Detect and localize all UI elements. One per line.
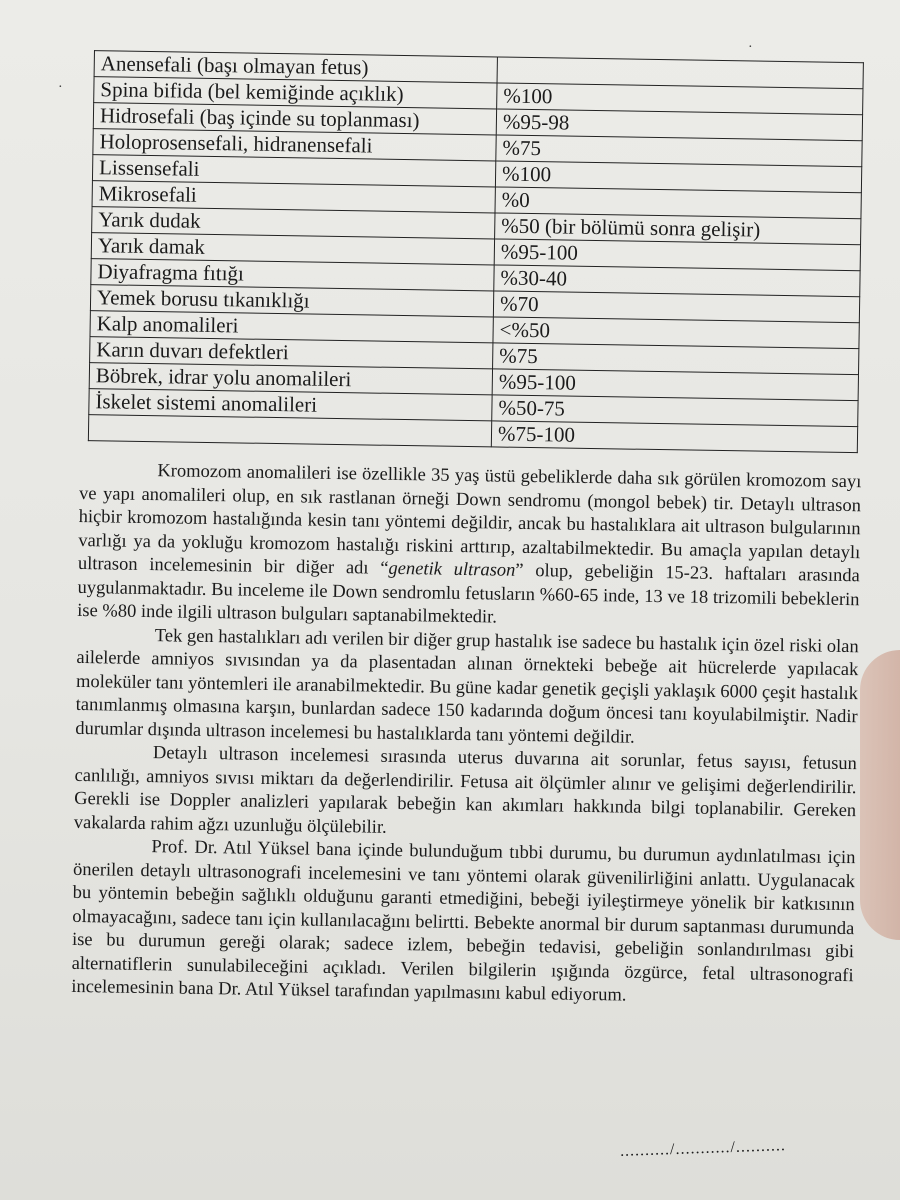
paragraph-single-gene: Tek gen hastalıkları adı verilen bir diğer grup hastalık ise sadece bu hastalık için özel riski olan ailelerde amniyos sıvısından ya da plasentadan alınan örnekteki bebeğe ait hücrelerde yapılacak moleküler tanı yöntemleri ile aranabilmektedir. Bu güne kadar genetik geçişli yaklaşık 6000 çeşit hastalık tanımlanmış olmasına karşın, bunlardan sadece 150 kadarında doğum öncesi tanı koyulabilmiştir. Nadir durumlar dışında ultrason incelemesi bu hastalıklarda tanı yöntemi değildir. [75, 625, 859, 748]
detection-rate-cell: %30-40 [494, 265, 860, 297]
paragraph-chromosome [77, 459, 861, 636]
anomaly-name-cell: Yarık damak [91, 233, 494, 265]
signature-date-line: ........../.........../.......... [619, 1137, 787, 1160]
anomaly-name-cell: Yarık dudak [92, 207, 495, 239]
body-text [71, 459, 869, 1012]
anomaly-name-cell [88, 415, 491, 447]
detection-rate-cell: %0 [495, 187, 861, 219]
detection-rate-cell: %50-75 [492, 395, 858, 427]
anomaly-name-cell: Anensefali (başı olmayan fetus) [94, 51, 497, 83]
anomaly-name-cell: Karın duvarı defektleri [90, 337, 493, 369]
anomaly-name-cell: Mikrosefali [92, 181, 495, 213]
detection-rate-cell: %95-98 [496, 109, 862, 141]
anomaly-name-cell: İskelet sistemi anomalileri [89, 389, 492, 421]
paragraph-detailed-ultrasound: Detaylı ultrason incelemesi sırasında uterus duvarına ait sorunlar, fetus sayısı, fetusun canlılığı, amniyos sıvısı miktarı da değerlendirilir. Fetusa ait ölçümler alınır ve gelişimi değerlendirilir. Gerekli ise Doppler analizleri yapılarak bebeğin kan akımları hakkında bilgi toplanabilir. Gereken vakalarda rahim ağzı uzunluğu ölçülebilir. [73, 743, 858, 838]
detection-rate-cell: %95-100 [492, 369, 858, 401]
paragraph-chromosome-text-a: Kromozom anomalileri ise özellikle 35 yaş üstü gebeliklerde daha sık görülen kromozom sayı ve yapı anomalileri olup, en sık rastlanan örneği Down sendromu (mongol bebek) tir. Detaylı ultrason hiçbir kromozom hastalığında kesin tanı yöntemi değildir, ancak bu hastalıklara ait ultrason bulgularının varlığı ya da yokluğu kromozom hastalığı riskini arttırıp, azaltabilmektedir. Bu amaçla yapılan detaylı ultrason incelemesinin bir diğer adı “ [77, 461, 862, 579]
anomaly-name-cell: Lissensefali [92, 155, 495, 187]
detection-rate-cell: %75 [496, 135, 862, 167]
anomaly-name-cell: Spina bifida (bel kemiğinde açıklık) [94, 77, 497, 109]
detection-rate-cell: %75-100 [491, 421, 857, 453]
anomaly-name-cell: Yemek borusu tıkanıklığı [90, 285, 493, 317]
hand-in-photo [860, 650, 900, 940]
detection-rate-cell: %100 [497, 83, 863, 115]
paper-speck: · [58, 80, 63, 95]
consent-form-content [71, 50, 876, 1012]
paragraph-chromosome-text-b: ” olup, gebeliğin 15-23. haftaları arasında uygulanmaktadır. Bu inceleme ile Down sendromlu fetusların %60-65 inde, 13 ve 18 trizomili bebeklerin ise %80 inde ilgili ultrason bulguları saptanabilmektedir. [77, 560, 860, 628]
detection-rate-cell: %75 [493, 343, 859, 375]
detection-rate-cell: %100 [495, 161, 861, 193]
detection-rate-cell: %50 (bir bölümü sonra gelişir) [495, 213, 861, 245]
detection-rate-cell: %95-100 [494, 239, 860, 271]
anomaly-name-cell: Holoprosensefali, hidranensefali [93, 129, 496, 161]
anomaly-name-cell: Kalp anomalileri [90, 311, 493, 343]
paper-speck: · [748, 40, 753, 55]
paragraph-consent-statement: Prof. Dr. Atıl Yüksel bana içinde bulunduğum tıbbi durumu, bu durumun aydınlatılması için önerilen detaylı ultrasonografi incelemesini ve tanı yöntemi olarak güvenilirliğini anlattı. Uygulanacak bu yöntemin bebeğin sağlıklı olduğunu garanti etmediğini, bebeği iyileştirmeye yönelik bir katkısının olmayacağını, sadece tanı için kullanılacağını belirtti. Bebekte anormal bir durum saptanması durumunda ise bu durumun gereği olarak; sadece izlem, bebeğin tedavisi, gebeliğin sonlandırılması gibi alternatiflerin sunulabileceğini açıkladı. Verilen bilgilerin ışığında özgürce, fetal ultrasonografi incelemesinin bana Dr. Atıl Yüksel tarafından yapılmasını kabul ediyorum. [71, 837, 856, 1006]
anomaly-name-cell: Diyafragma fıtığı [91, 259, 494, 291]
anomaly-name-cell: Böbrek, idrar yolu anomalileri [89, 363, 492, 395]
detection-rate-cell: <%50 [493, 317, 859, 349]
detection-rate-cell: %70 [493, 291, 859, 323]
anomaly-name-cell: Hidrosefali (baş içinde su toplanması) [93, 103, 496, 135]
genetic-ultrason-term: genetik ultrason [388, 558, 516, 581]
anomaly-detection-table [88, 50, 864, 453]
